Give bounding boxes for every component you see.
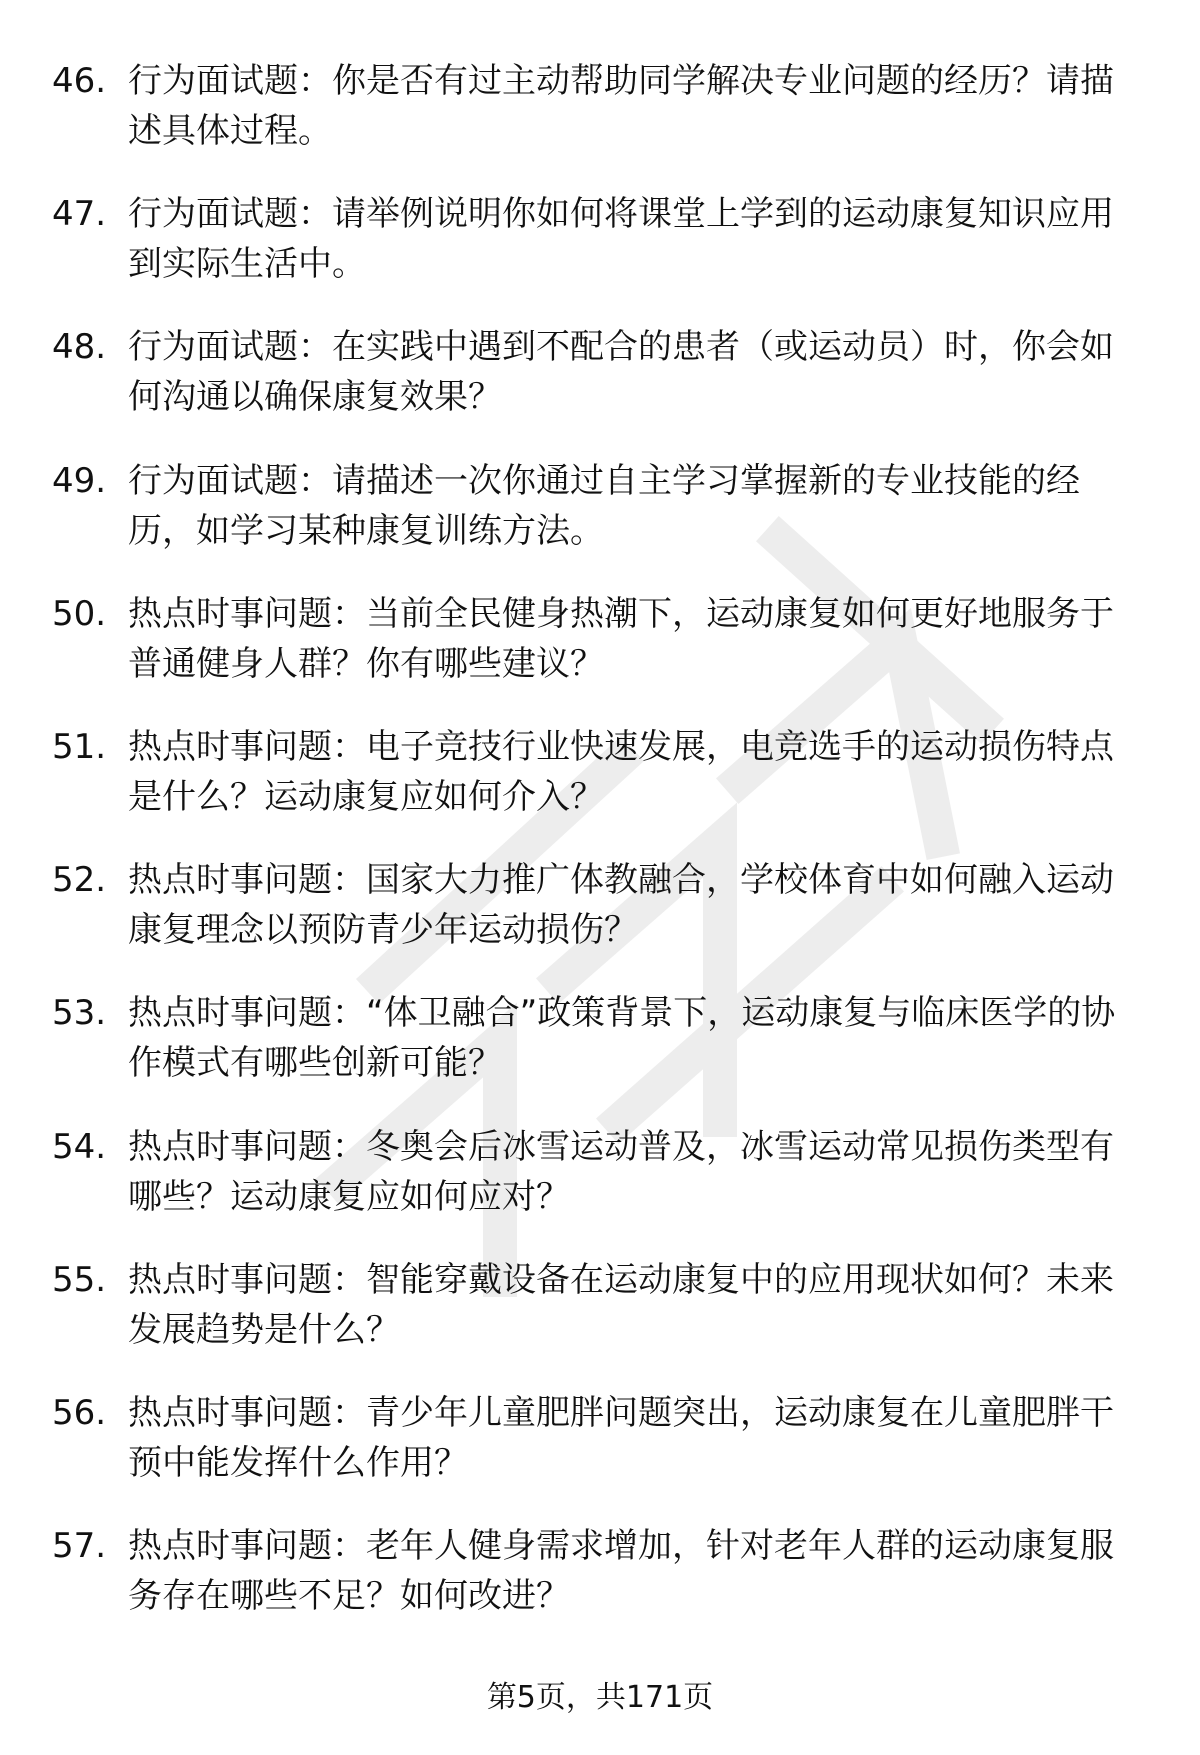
question-number: 56. xyxy=(52,1392,107,1433)
question-number: 49. xyxy=(52,460,107,501)
question-number: 48. xyxy=(52,327,107,368)
question-item-47 xyxy=(0,189,1200,322)
page-number-label: 第5页，共171页 xyxy=(486,1680,714,1715)
question-number: 54. xyxy=(52,1126,107,1167)
question-text: 行为面试题：你是否有过主动帮助同学解决专业问题的经历？请描述具体过程。 xyxy=(128,61,1114,151)
question-text: 热点时事问题：智能穿戴设备在运动康复中的应用现状如何？未来发展趋势是什么？ xyxy=(128,1259,1114,1350)
page-footer xyxy=(0,1678,1200,1718)
question-item-53 xyxy=(0,988,1200,1121)
question-text: 热点时事问题：当前全民健身热潮下，运动康复如何更好地服务于普通健身人群？你有哪些建议？ xyxy=(128,593,1114,684)
question-item-52 xyxy=(0,855,1200,988)
question-item-50 xyxy=(0,589,1200,722)
question-item-55 xyxy=(0,1255,1200,1388)
question-text: 热点时事问题：老年人健身需求增加，针对老年人群的运动康复服务存在哪些不足？如何改进？ xyxy=(128,1526,1114,1617)
question-number: 51. xyxy=(52,726,107,767)
question-number: 50. xyxy=(52,593,107,634)
question-number: 57. xyxy=(52,1526,107,1567)
question-text: 热点时事问题：国家大力推广体教融合，学校体育中如何融入运动康复理念以预防青少年运动损伤？ xyxy=(128,860,1114,951)
question-number: 53. xyxy=(52,993,107,1034)
question-item-49 xyxy=(0,456,1200,589)
question-text: 热点时事问题：“体卫融合”政策背景下，运动康复与临床医学的协作模式有哪些创新可能？ xyxy=(128,993,1116,1084)
question-text: 热点时事问题：电子竞技行业快速发展，电竞选手的运动损伤特点是什么？运动康复应如何介入？ xyxy=(128,726,1114,817)
question-text: 行为面试题：请举例说明你如何将课堂上学到的运动康复知识应用到实际生活中。 xyxy=(128,194,1114,285)
question-text: 热点时事问题：冬奥会后冰雪运动普及，冰雪运动常见损伤类型有哪些？运动康复应如何应对？ xyxy=(128,1126,1114,1217)
question-number: 47. xyxy=(52,194,107,235)
question-list xyxy=(0,56,1200,1654)
question-item-54 xyxy=(0,1122,1200,1255)
question-item-51 xyxy=(0,722,1200,855)
question-number: 52. xyxy=(52,860,107,901)
question-number: 46. xyxy=(52,61,107,101)
question-item-48 xyxy=(0,322,1200,455)
question-text: 行为面试题：请描述一次你通过自主学习掌握新的专业技能的经历，如学习某种康复训练方法。 xyxy=(128,460,1080,551)
question-text: 行为面试题：在实践中遇到不配合的患者（或运动员）时，你会如何沟通以确保康复效果？ xyxy=(128,327,1114,418)
question-item-56 xyxy=(0,1388,1200,1521)
question-item-46 xyxy=(0,56,1200,189)
question-item-57 xyxy=(0,1521,1200,1654)
question-number: 55. xyxy=(52,1259,107,1300)
question-text: 热点时事问题：青少年儿童肥胖问题突出，运动康复在儿童肥胖干预中能发挥什么作用？ xyxy=(128,1392,1114,1483)
